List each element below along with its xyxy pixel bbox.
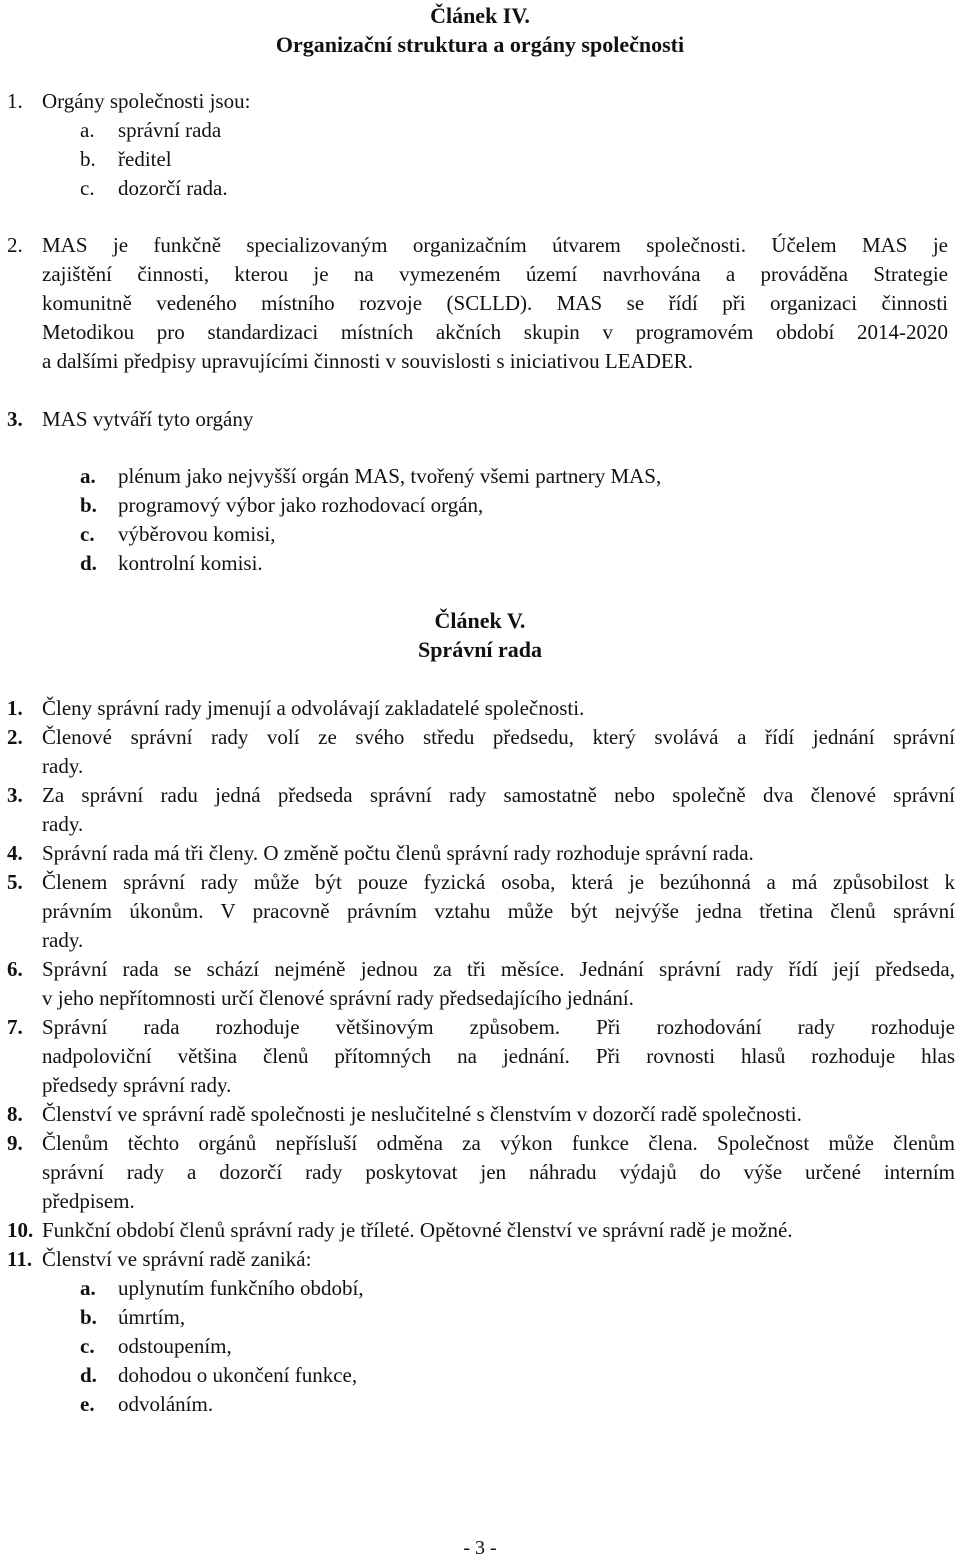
paragraph-line: správní rady a dozorčí rady poskytovat jen náhradu výdajů do výše určené interním [42,1160,955,1184]
subitem-text: dozorčí rada. [118,176,228,200]
paragraph-line: předpisem. [42,1189,135,1213]
paragraph-line: Členům těchto orgánů nepřísluší odměna za výkon funkce člena. Společnost může členům [42,1131,955,1155]
item-number: 2. [7,725,23,749]
paragraph-line: Metodikou pro standardizaci místních akčních skupin v programovém období 2014-2020 [42,320,948,344]
subitem-letter: c. [80,1334,95,1358]
subitem-letter: b. [80,493,97,517]
subitem-text: ředitel [118,147,172,171]
paragraph-line: komunitně vedeného místního rozvoje (SCLLD). MAS se řídí při organizaci činnosti [42,291,948,315]
article-5-title: Článek V. [434,608,526,633]
subitem-text: úmrtím, [118,1305,186,1329]
item-number: 1. [7,89,23,113]
paragraph-line: Členství ve správní radě společnosti je neslučitelné s členstvím v dozorčí radě společnosti. [42,1102,802,1126]
subitem-text: plénum jako nejvyšší orgán MAS, tvořený všemi partnery MAS, [118,464,662,488]
subitem-text: správní rada [118,118,222,142]
paragraph-line: Za správní radu jedná předseda správní rady samostatně nebo společně dva členové správní [42,783,955,807]
paragraph-line: Členy správní rady jmenují a odvolávají zakladatelé společnosti. [42,696,585,720]
subitem-text: dohodou o ukončení funkce, [118,1363,358,1387]
paragraph-line: rady. [42,928,84,952]
paragraph-line: Členové správní rady volí ze svého středu předsedu, který svolává a řídí jednání správní [42,725,955,749]
item-number: 3. [7,407,23,431]
page-number: - 3 - [463,1537,497,1559]
item-number: 3. [7,783,23,807]
article-5-subtitle: Správní rada [417,637,543,662]
paragraph-line: Funkční období členů správní rady je tříleté. Opětovné členství ve správní radě je možné. [42,1218,793,1242]
subitem-text: odstoupením, [118,1334,232,1358]
paragraph-line: předsedy správní rady. [42,1073,232,1097]
paragraph-line: rady. [42,812,84,836]
subitem-letter: a. [80,464,96,488]
paragraph-line: rady. [42,754,84,778]
subitem-letter: a. [80,1276,96,1300]
item-number: 11. [7,1247,33,1271]
paragraph-line: v jeho nepřítomnosti určí členové správní rady předsedajícího jednání. [42,986,634,1010]
subitem-letter: b. [80,1305,97,1329]
paragraph-line: právním úkonům. V pracovně právním vztahu může být nejvýše jedna třetina členů správní [42,899,955,923]
subitem-text: odvoláním. [118,1392,214,1416]
subitem-letter: d. [80,551,97,575]
item-number: 7. [7,1015,23,1039]
subitem-letter: b. [80,147,96,171]
paragraph-line: Členem správní rady může být pouze fyzická osoba, která je bezúhonná a má způsobilost k [42,870,955,894]
paragraph-line: Správní rada rozhoduje většinovým způsobem. Při rozhodování rady rozhoduje [42,1015,955,1039]
subitem-letter: a. [80,118,95,142]
article-4-title: Článek IV. [430,3,530,28]
subitem-text: kontrolní komisi. [118,551,263,575]
paragraph-line: nadpoloviční většina členů přítomných na jednání. Při rovnosti hlasů rozhoduje hlas [42,1044,955,1068]
item-number: 9. [7,1131,23,1155]
paragraph-line: a dalšími předpisy upravujícími činnosti v souvislosti s iniciativou LEADER. [42,349,693,373]
paragraph-line: MAS je funkčně specializovaným organizačním útvarem společnosti. Účelem MAS je [42,233,948,257]
item-text: Orgány společnosti jsou: [42,89,251,113]
item-number: 10. [7,1218,34,1242]
item-number: 4. [7,841,23,865]
paragraph-line: Členství ve správní radě zaniká: [42,1247,312,1271]
subitem-letter: c. [80,522,95,546]
subitem-text: programový výbor jako rozhodovací orgán, [118,493,484,517]
paragraph-line: Správní rada se schází nejméně jednou za tři měsíce. Jednání správní rady řídí její předseda, [42,957,955,981]
subitem-letter: d. [80,1363,97,1387]
paragraph-line: zajištění činnosti, kterou je na vymezeném území navrhována a prováděna Strategie [42,262,948,286]
subitem-text: uplynutím funkčního období, [118,1276,364,1300]
item-number: 5. [7,870,23,894]
item-number: 8. [7,1102,23,1126]
subitem-text: výběrovou komisi, [118,522,276,546]
subitem-letter: e. [80,1392,95,1416]
item-number: 1. [7,696,23,720]
item-number: 2. [7,233,23,257]
item-text: MAS vytváří tyto orgány [42,407,254,431]
article-4-subtitle: Organizační struktura a orgány společnosti [275,32,685,57]
paragraph-line: Správní rada má tři členy. O změně počtu členů správní rady rozhoduje správní rada. [42,841,754,865]
subitem-letter: c. [80,176,95,200]
item-number: 6. [7,957,23,981]
